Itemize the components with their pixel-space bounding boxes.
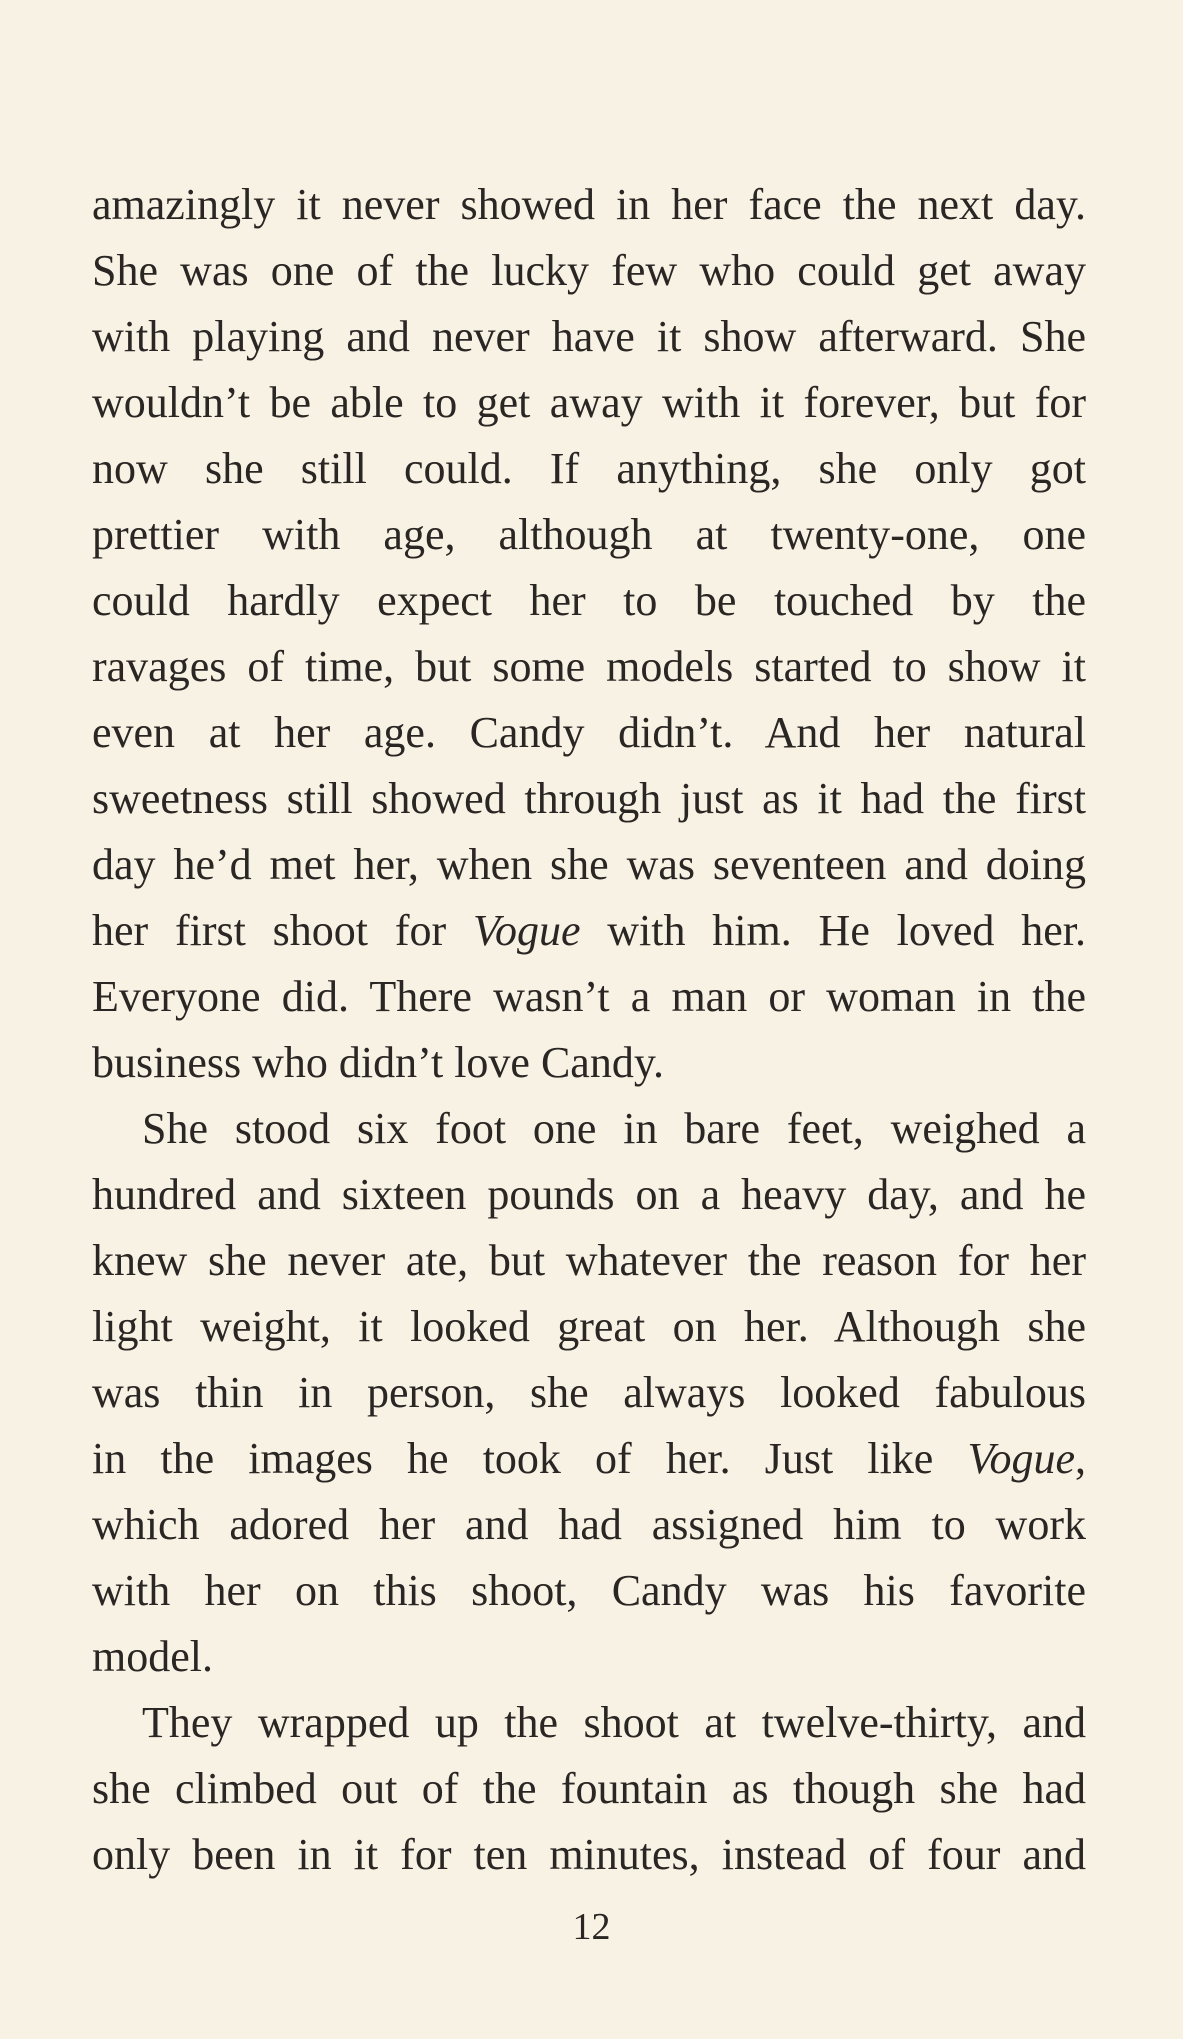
body-text bbox=[92, 172, 1086, 1888]
paragraph-2 bbox=[92, 1096, 1086, 1690]
text-line: even at her age. Candy didn’t. And her natural bbox=[92, 708, 1086, 757]
magazine-title: Vogue bbox=[967, 1434, 1075, 1483]
text-line: prettier with age, although at twenty-one, one bbox=[92, 510, 1086, 559]
text-line: was thin in person, she always looked fabulous bbox=[92, 1368, 1086, 1417]
text-line-italic-vogue: her first shoot for Vogue with him. He loved her. bbox=[92, 906, 1086, 955]
text-line: with her on this shoot, Candy was his favorite bbox=[92, 1566, 1086, 1615]
text-line: wouldn’t be able to get away with it forever, but for bbox=[92, 378, 1086, 427]
page-number: 12 bbox=[572, 1906, 611, 1948]
text-line-italic-vogue: in the images he took of her. Just like Vogue, bbox=[92, 1434, 1086, 1483]
paragraph-1 bbox=[92, 172, 1086, 1096]
text-line: light weight, it looked great on her. Although she bbox=[92, 1302, 1086, 1351]
text-line: now she still could. If anything, she only got bbox=[92, 444, 1086, 493]
text-line: sweetness still showed through just as it had the first bbox=[92, 774, 1086, 823]
text-line: which adored her and had assigned him to work bbox=[92, 1500, 1086, 1549]
text-line: day he’d met her, when she was seventeen and doing bbox=[92, 840, 1086, 889]
magazine-title: Vogue bbox=[472, 906, 581, 955]
text-line: with playing and never have it show afterward. She bbox=[92, 312, 1086, 361]
text-line: ravages of time, but some models started to show it bbox=[92, 642, 1086, 691]
text-line: knew she never ate, but whatever the reason for her bbox=[92, 1236, 1086, 1285]
text-line: she climbed out of the fountain as though she had bbox=[92, 1764, 1086, 1813]
paragraph-3 bbox=[92, 1690, 1086, 1888]
text-line: She stood six foot one in bare feet, weighed a bbox=[142, 1104, 1086, 1153]
text-line: They wrapped up the shoot at twelve-thirty, and bbox=[142, 1698, 1086, 1747]
text-line: amazingly it never showed in her face the next day. bbox=[92, 180, 1086, 229]
text-line: could hardly expect her to be touched by the bbox=[92, 576, 1086, 625]
text-line: model. bbox=[92, 1632, 213, 1681]
text-line: only been in it for ten minutes, instead of four and bbox=[92, 1830, 1086, 1879]
text-line: hundred and sixteen pounds on a heavy day, and he bbox=[92, 1170, 1086, 1219]
text-line: business who didn’t love Candy. bbox=[92, 1038, 664, 1087]
text-line: She was one of the lucky few who could get away bbox=[92, 246, 1086, 295]
text-line: Everyone did. There wasn’t a man or woman in the bbox=[92, 972, 1086, 1021]
